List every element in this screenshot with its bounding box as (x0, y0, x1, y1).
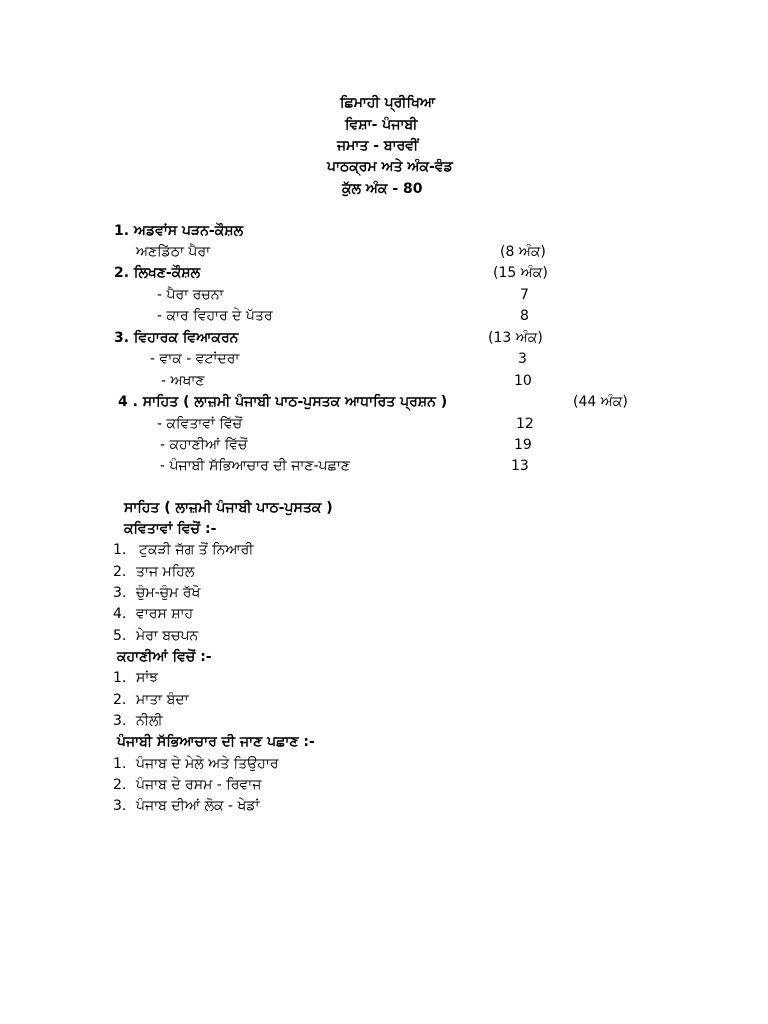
section-4-title: 4 . ਸਾਹਿਤ ( ਲਾਜ਼ਮੀ ਪੰਜਾਬੀ ਪਾਠ-ਪੁਸਤਕ ਆਧਾਰਿਤ ਪ੍ਰਸ਼ਨ ) (118, 394, 448, 410)
poem-title-3: ਚੁੰਮ-ਚੁੰਮ ਰੱਖੋ (136, 585, 201, 601)
poem-num-5: 5. (113, 628, 127, 644)
section-4-item-2: - ਕਹਾਣੀਆਂ ਵਿੱਚੋਂ (160, 437, 248, 453)
class-line: ਜਮਾਤ - ਬਾਰਵੀਂ (337, 138, 419, 154)
section-4-item-1-marks: 12 (516, 416, 534, 432)
poem-num-4: 4. (113, 606, 127, 622)
story-num-2: 2. (113, 692, 127, 708)
section-2-marks: (15 ਅੰਕ) (493, 265, 548, 281)
section-4-item-1: - ਕਵਿਤਾਵਾਂ ਵਿੱਚੋਂ (157, 416, 243, 432)
story-title-2: ਮਾਤਾ ਬੰਦਾ (136, 692, 189, 708)
section-3-item-1-marks: 3 (518, 351, 527, 367)
exam-title: ਛਿਮਾਹੀ ਪ੍ਰੀਖਿਆ (340, 95, 436, 111)
section-3-item-1: - ਵਾਕ - ਵਟਾਂਦਰਾ (150, 351, 240, 367)
section-2-item-2-marks: 8 (520, 308, 529, 324)
poem-num-2: 2. (113, 564, 127, 580)
section-3-item-2-marks: 10 (514, 373, 532, 389)
culture-title-1: ਪੰਜਾਬ ਦੇ ਮੇਲੇ ਅਤੇ ਤਿਉਹਾਰ (136, 756, 279, 772)
section-4-item-2-marks: 19 (514, 437, 532, 453)
section-2-item-2: - ਕਾਰ ਵਿਹਾਰ ਦੇ ਪੱਤਰ (157, 308, 273, 324)
poems-heading: ਕਵਿਤਾਵਾਂ ਵਿਚੋਂ :- (124, 521, 217, 537)
section-2-title: 2. ਲਿਖਣ-ਕੌਸ਼ਲ (114, 265, 201, 281)
section-2-item-1-marks: 7 (520, 287, 529, 303)
culture-num-3: 3. (113, 798, 127, 814)
culture-num-2: 2. (113, 777, 127, 793)
syllabus-heading: ਪਾਠਕ੍ਰਮ ਅਤੇ ਅੰਕ-ਵੰਡ (327, 159, 453, 175)
story-num-3: 3. (113, 713, 127, 729)
culture-title-2: ਪੰਜਾਬ ਦੇ ਰਸਮ - ਰਿਵਾਜ (136, 777, 262, 793)
section-3-marks: (13 ਅੰਕ) (488, 330, 543, 346)
story-num-1: 1. (113, 670, 127, 686)
literature-heading: ਸਾਹਿਤ ( ਲਾਜ਼ਮੀ ਪੰਜਾਬੀ ਪਾਠ-ਪੁਸਤਕ ) (124, 500, 333, 516)
culture-num-1: 1. (113, 756, 127, 772)
story-title-1: ਸਾਂਝ (136, 670, 159, 686)
poem-num-1: 1. (113, 542, 127, 558)
culture-title-3: ਪੰਜਾਬ ਦੀਆਂ ਲੋਕ - ਖੇਡਾਂ (136, 798, 260, 814)
poem-title-2: ਤਾਜ ਮਹਿਲ (136, 564, 195, 580)
section-4-marks: (44 ਅੰਕ) (573, 394, 628, 410)
section-1-title: 1. ਅਡਵਾਂਸ ਪੜਨ-ਕੌਸ਼ਲ (114, 223, 244, 239)
stories-heading: ਕਹਾਣੀਆਂ ਵਿਚੋਂ :- (117, 649, 212, 665)
poem-title-4: ਵਾਰਸ ਸ਼ਾਹ (136, 606, 194, 622)
section-4-item-3-marks: 13 (511, 458, 529, 474)
section-2-item-1: - ਪੈਰਾ ਰਚਨਾ (157, 287, 224, 303)
poem-num-3: 3. (113, 585, 127, 601)
total-marks: ਕੁੱਲ ਅੰਕ - 80 (342, 181, 423, 197)
poem-title-1: ਟੁਕੜੀ ਜੱਗ ਤੋਂ ਨਿਆਰੀ (139, 542, 254, 558)
section-4-item-3: - ਪੰਜਾਬੀ ਸੱਭਿਆਚਾਰ ਦੀ ਜਾਣ-ਪਛਾਣ (160, 458, 350, 474)
story-title-3: ਨੀਲੀ (136, 713, 163, 729)
poem-title-5: ਮੇਰਾ ਬਚਪਨ (136, 628, 199, 644)
section-1-marks: (8 ਅੰਕ) (500, 244, 546, 260)
subject-line: ਵਿਸ਼ਾ- ਪੰਜਾਬੀ (345, 117, 418, 133)
section-3-item-2: - ਅਖਾਣ (161, 373, 205, 389)
culture-heading: ਪੰਜਾਬੀ ਸੱਭਿਆਚਾਰ ਦੀ ਜਾਣ ਪਛਾਣ :- (117, 734, 315, 750)
section-3-title: 3. ਵਿਹਾਰਕ ਵਿਆਕਰਨ (114, 330, 239, 346)
section-1-item: ਅਣਡਿੱਠਾ ਪੈਰਾ (136, 244, 211, 260)
